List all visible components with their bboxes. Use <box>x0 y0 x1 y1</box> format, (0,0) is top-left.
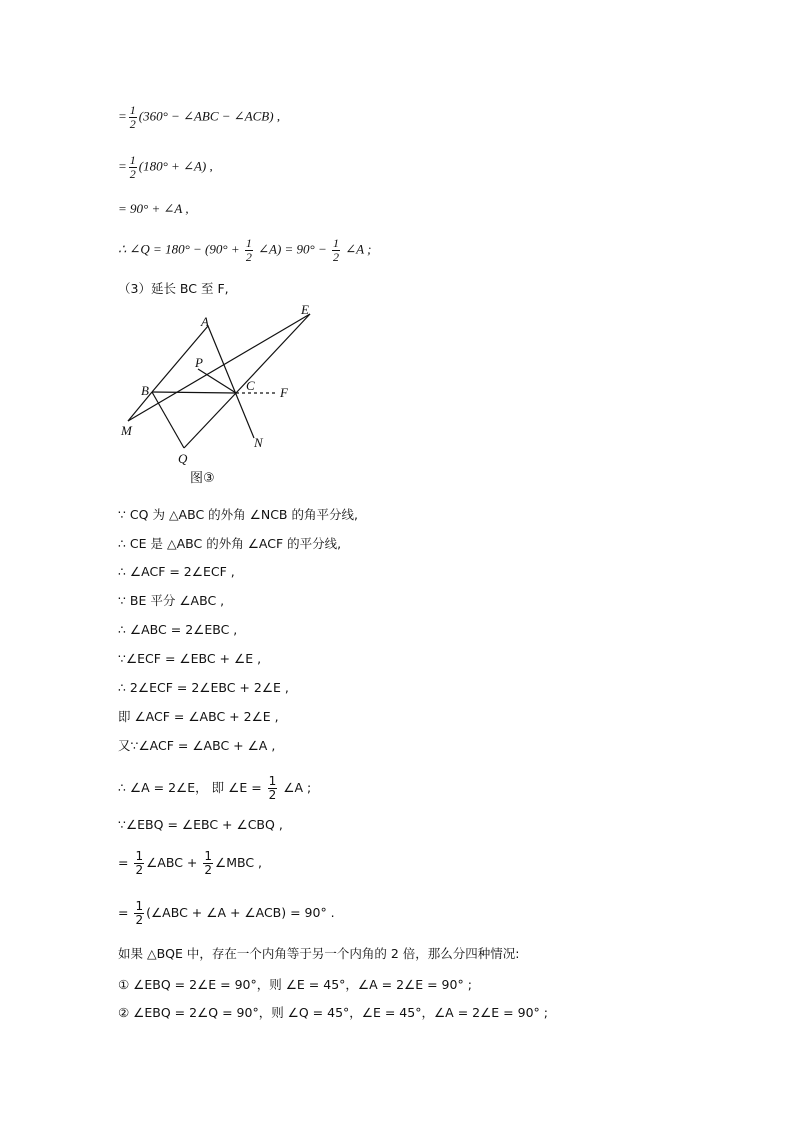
line-BQ <box>152 392 184 448</box>
label-F: F <box>280 385 288 400</box>
fraction-half: $\frac{1}{2}$ <box>245 236 252 264</box>
expression: (180° + ∠A) , <box>138 158 213 174</box>
label-P: P <box>195 355 203 370</box>
label-A: A <box>201 314 209 329</box>
label-C: C <box>246 378 255 393</box>
equals-sign: = <box>118 855 133 870</box>
case-1: ① ∠EBQ = 2∠E = 90°，则 ∠E = 45°，∠A = 2∠E = 90° ; <box>118 977 472 992</box>
expression: ∠MBC , <box>215 855 263 870</box>
derivation-line-4 <box>118 237 371 264</box>
derivation-line-1 <box>118 104 280 131</box>
fraction-half: $\frac{1}{2}$ <box>204 849 212 877</box>
equals-sign: = <box>118 158 127 174</box>
step-e-part-a: ∴ ∠A = 2∠E， <box>118 780 208 795</box>
proof-step-4: ∵ BE 平分 ∠ABC , <box>118 593 225 608</box>
step-e-part-c: ∠A ; <box>279 780 312 795</box>
label-M: M <box>121 423 132 438</box>
fraction-half: $\frac{1}{2}$ <box>333 236 340 264</box>
step-e-part-b: 即 ∠E = <box>211 780 266 795</box>
proof-step-1: ∵ CQ 为 △ABC 的外角 ∠NCB 的角平分线, <box>118 507 358 522</box>
equals-sign: = <box>118 905 133 920</box>
proof-step-2: ∴ CE 是 △ABC 的外角 ∠ACF 的平分线, <box>118 536 342 551</box>
label-E: E <box>301 302 309 317</box>
derivation-line-2 <box>118 154 213 181</box>
fraction-half: $\frac{1}{2}$ <box>129 153 136 181</box>
proof-step-13 <box>118 900 335 927</box>
expression: ∠ABC + <box>146 855 202 870</box>
expr-part-1: ∴ ∠Q = 180° − (90° + <box>118 241 243 257</box>
proof-step-10 <box>118 775 311 802</box>
proof-step-8: 即 ∠ACF = ∠ABC + 2∠E , <box>118 709 279 724</box>
proof-step-11: ∵∠EBQ = ∠EBC + ∠CBQ , <box>118 817 283 832</box>
geometry-figure <box>110 300 330 490</box>
label-B: B <box>141 383 149 398</box>
expression: (∠ABC + ∠A + ∠ACB) = 90° . <box>146 905 335 920</box>
derivation-line-3: = 90° + ∠A , <box>118 201 189 216</box>
line-BC <box>152 392 236 393</box>
label-Q: Q <box>178 451 188 466</box>
case-intro: 如果 △BQE 中，存在一个内角等于另一个内角的 2 倍，那么分四种情况: <box>118 946 520 961</box>
proof-step-9: 又∵∠ACF = ∠ABC + ∠A , <box>118 738 276 753</box>
label-N: N <box>254 435 263 450</box>
case-2: ② ∠EBQ = 2∠Q = 90°，则 ∠Q = 45°，∠E = 45°，∠A = 2∠E = 90° ; <box>118 1005 548 1020</box>
line-QC <box>184 393 236 448</box>
proof-step-6: ∵∠ECF = ∠EBC + ∠E , <box>118 651 262 666</box>
part-3-heading: （3）延长 BC 至 F, <box>118 281 229 296</box>
fraction-half: $\frac{1}{2}$ <box>135 899 144 927</box>
equals-sign: = <box>118 108 127 124</box>
expr-part-2: ∠A) = 90° − <box>254 241 331 257</box>
fraction-half: $\frac{1}{2}$ <box>135 849 144 877</box>
expression: (360° − ∠ABC − ∠ACB) , <box>138 108 281 124</box>
fraction-half: $\frac{1}{2}$ <box>129 103 136 131</box>
proof-step-5: ∴ ∠ABC = 2∠EBC , <box>118 622 238 637</box>
line-BE <box>128 314 310 421</box>
fraction-half: $\frac{1}{2}$ <box>268 774 277 802</box>
proof-step-12 <box>118 850 262 877</box>
figure-caption: 图③ <box>190 471 215 486</box>
expr-part-3: ∠A ; <box>342 241 372 257</box>
proof-step-3: ∴ ∠ACF = 2∠ECF , <box>118 564 235 579</box>
proof-step-7: ∴ 2∠ECF = 2∠EBC + 2∠E , <box>118 680 289 695</box>
